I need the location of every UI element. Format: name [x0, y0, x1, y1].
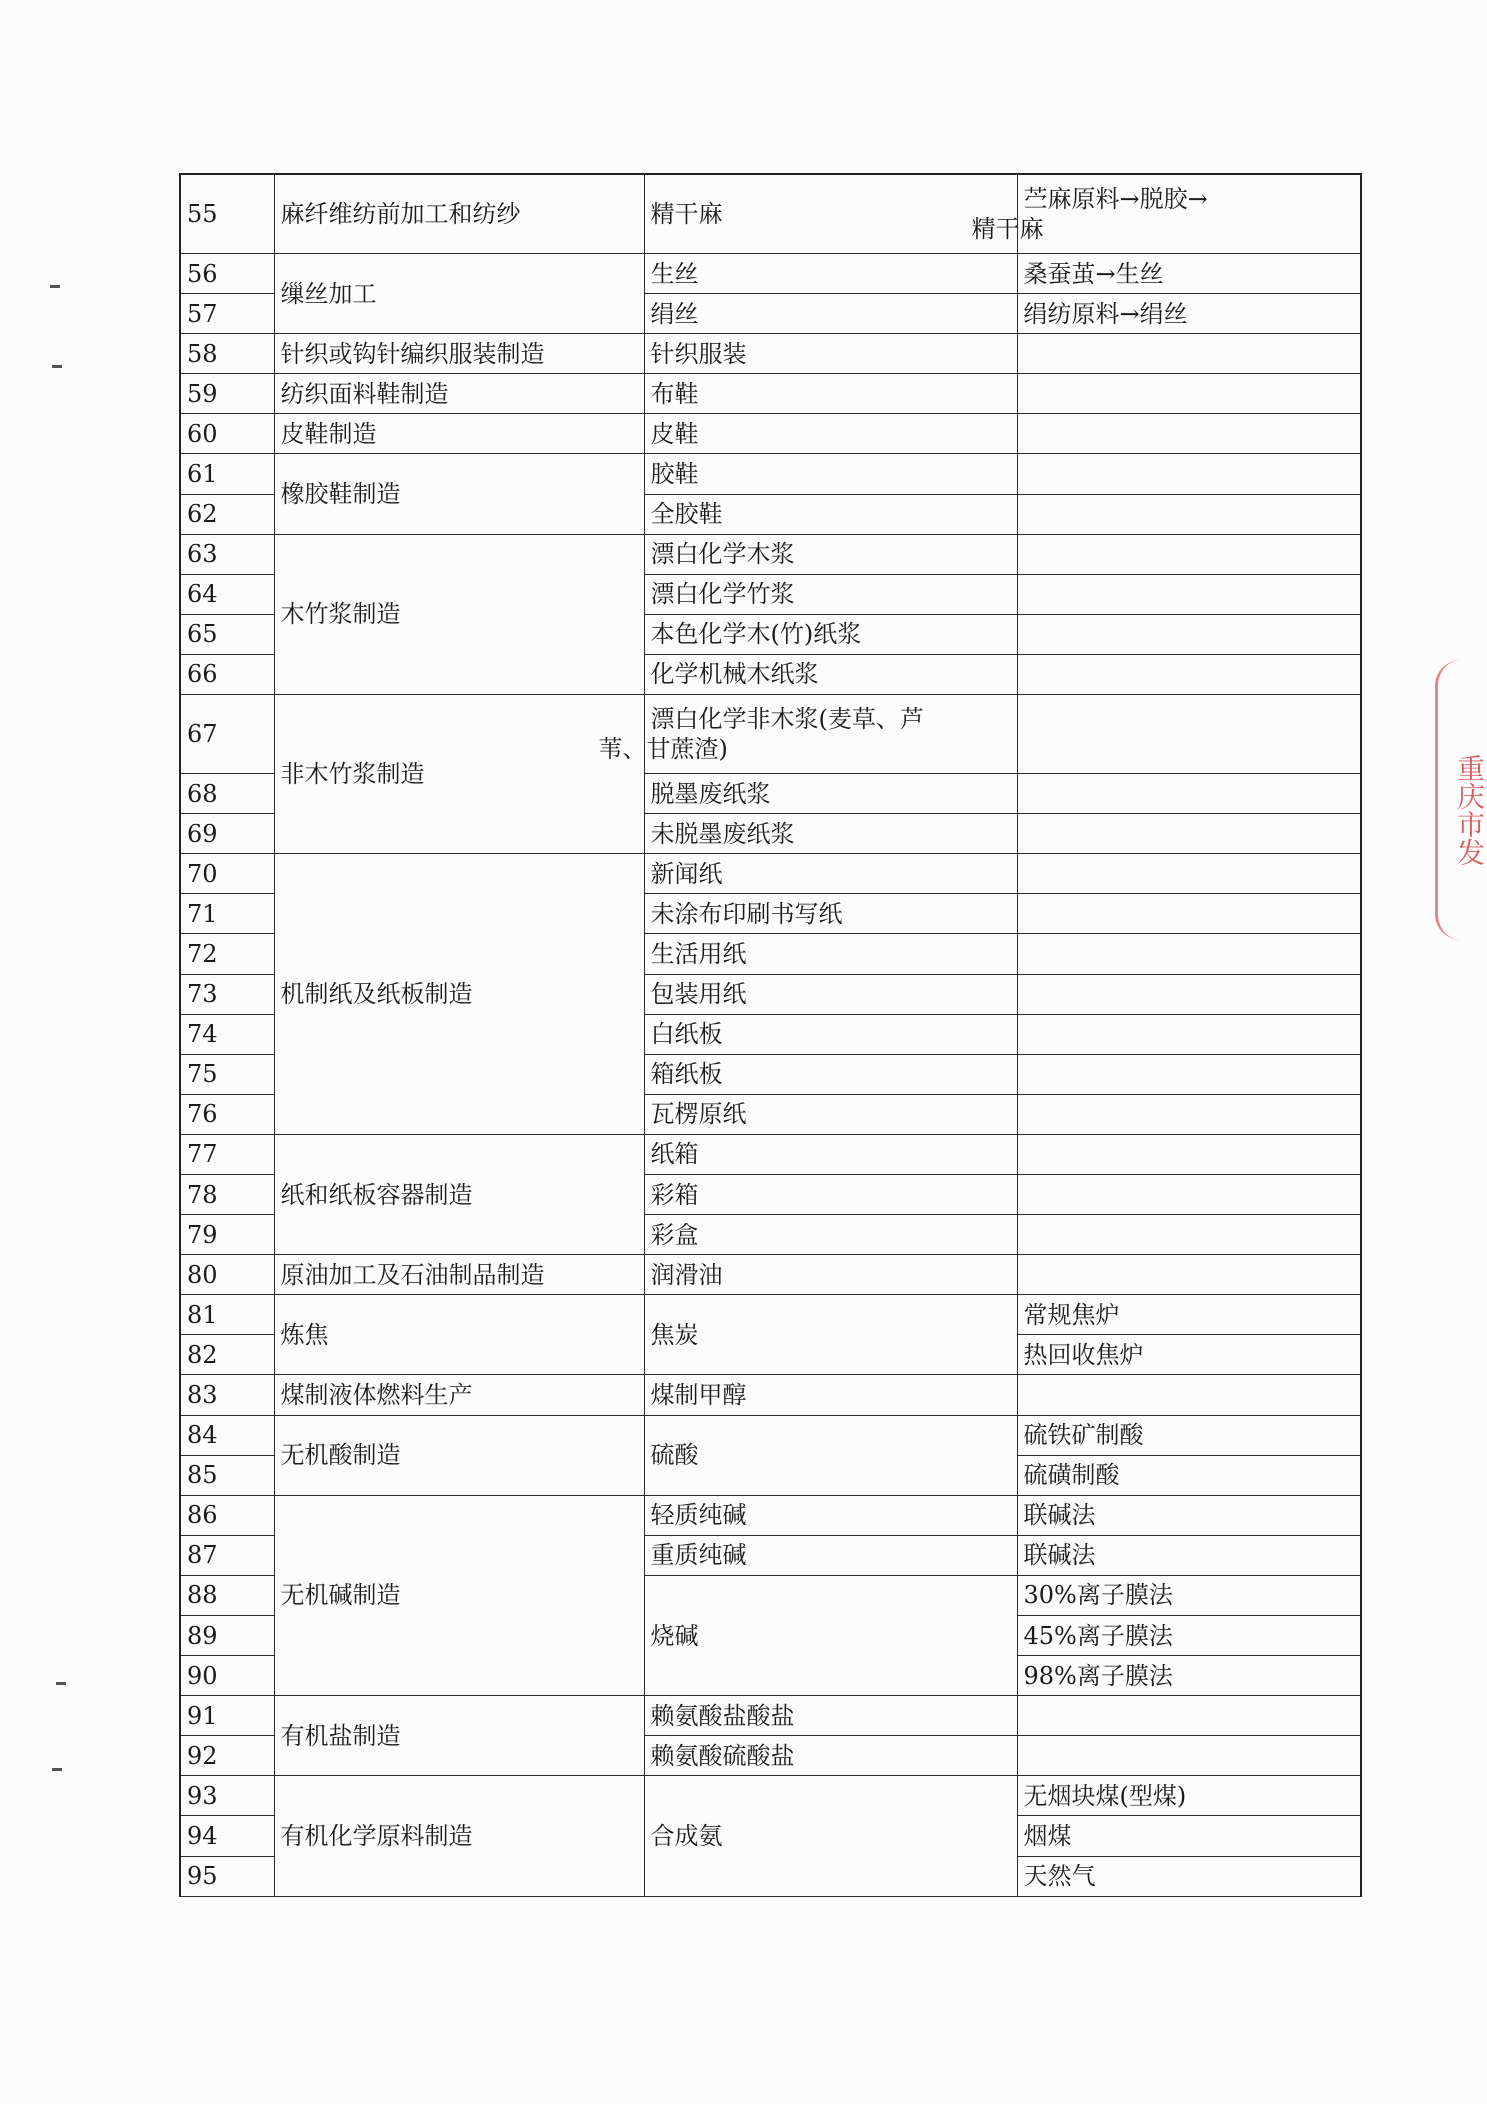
row-number: 78	[180, 1174, 274, 1214]
product-line: 苇、甘蔗渣)	[598, 735, 728, 764]
table-row	[180, 1415, 1361, 1455]
product-cell: 瓦楞原纸	[644, 1094, 1017, 1134]
process-cell: 联碱法	[1017, 1535, 1361, 1575]
table-row	[180, 854, 1361, 894]
industry-cell: 橡胶鞋制造	[274, 454, 644, 534]
industry-cell: 缫丝加工	[274, 254, 644, 334]
process-cell	[1017, 1736, 1361, 1776]
process-cell: 98%离子膜法	[1017, 1656, 1361, 1696]
process-cell	[1017, 974, 1361, 1014]
scan-mark	[52, 1768, 62, 1771]
product-cell: 未涂布印刷书写纸	[644, 894, 1017, 934]
product-cell: 轻质纯碱	[644, 1495, 1017, 1535]
row-number: 58	[180, 334, 274, 374]
table-row	[180, 334, 1361, 374]
scan-mark	[52, 365, 62, 368]
product-cell: 焦炭	[644, 1295, 1017, 1375]
product-cell: 润滑油	[644, 1255, 1017, 1295]
process-cell	[1017, 1696, 1361, 1736]
row-number: 68	[180, 774, 274, 814]
row-number: 64	[180, 574, 274, 614]
process-cell	[1017, 695, 1361, 774]
product-cell: 针织服装	[644, 334, 1017, 374]
table-row	[180, 695, 1361, 774]
industry-cell: 纸和纸板容器制造	[274, 1134, 644, 1254]
row-number: 73	[180, 974, 274, 1014]
row-number: 63	[180, 534, 274, 574]
process-cell	[1017, 334, 1361, 374]
process-cell	[1017, 454, 1361, 494]
row-number: 84	[180, 1415, 274, 1455]
process-cell	[1017, 654, 1361, 694]
row-number: 69	[180, 814, 274, 854]
product-cell: 本色化学木(竹)纸浆	[644, 614, 1017, 654]
process-cell: 天然气	[1017, 1856, 1361, 1896]
table-row	[180, 1295, 1361, 1335]
industry-cell: 煤制液体燃料生产	[274, 1375, 644, 1415]
row-number: 92	[180, 1736, 274, 1776]
row-number: 74	[180, 1014, 274, 1054]
row-number: 81	[180, 1295, 274, 1335]
row-number: 94	[180, 1816, 274, 1856]
product-cell: 包装用纸	[644, 974, 1017, 1014]
table-row	[180, 414, 1361, 454]
product-cell: 箱纸板	[644, 1054, 1017, 1094]
product-cell: 生活用纸	[644, 934, 1017, 974]
process-cell: 热回收焦炉	[1017, 1335, 1361, 1375]
product-cell: 脱墨废纸浆	[644, 774, 1017, 814]
product-cell: 胶鞋	[644, 454, 1017, 494]
process-cell: 硫铁矿制酸	[1017, 1415, 1361, 1455]
product-cell: 硫酸	[644, 1415, 1017, 1495]
process-cell	[1017, 1375, 1361, 1415]
scan-mark	[50, 285, 60, 288]
table-row	[180, 254, 1361, 294]
process-cell	[1017, 1014, 1361, 1054]
table-row	[180, 1134, 1361, 1174]
industry-cell: 麻纤维纺前加工和纺纱	[274, 174, 644, 254]
row-number: 72	[180, 934, 274, 974]
product-cell: 漂白化学竹浆	[644, 574, 1017, 614]
industry-cell: 针织或钩针编织服装制造	[274, 334, 644, 374]
process-cell: 45%离子膜法	[1017, 1616, 1361, 1656]
table-row	[180, 534, 1361, 574]
industry-cell: 纺织面料鞋制造	[274, 374, 644, 414]
process-cell: 30%离子膜法	[1017, 1575, 1361, 1615]
table-row	[180, 1696, 1361, 1736]
product-cell: 化学机械木纸浆	[644, 654, 1017, 694]
product-cell: 赖氨酸硫酸盐	[644, 1736, 1017, 1776]
product-cell: 重质纯碱	[644, 1535, 1017, 1575]
row-number: 83	[180, 1375, 274, 1415]
row-number: 65	[180, 614, 274, 654]
row-number: 70	[180, 854, 274, 894]
industry-cell: 皮鞋制造	[274, 414, 644, 454]
process-cell: 桑蚕茧→生丝	[1017, 254, 1361, 294]
row-number: 93	[180, 1776, 274, 1816]
process-cell	[1017, 934, 1361, 974]
row-number: 55	[180, 174, 274, 254]
product-cell: 白纸板	[644, 1014, 1017, 1054]
process-cell: 烟煤	[1017, 1816, 1361, 1856]
table-row	[180, 454, 1361, 494]
official-seal-stamp: 重庆市发	[1435, 660, 1487, 940]
process-cell	[1017, 494, 1361, 534]
process-cell	[971, 174, 1361, 254]
row-number: 60	[180, 414, 274, 454]
row-number: 79	[180, 1215, 274, 1255]
process-cell	[1017, 534, 1361, 574]
process-cell	[1017, 1215, 1361, 1255]
product-cell: 皮鞋	[644, 414, 1017, 454]
process-cell: 绢纺原料→绢丝	[1017, 294, 1361, 334]
row-number: 86	[180, 1495, 274, 1535]
process-cell	[1017, 414, 1361, 454]
industry-cell: 原油加工及石油制品制造	[274, 1255, 644, 1295]
row-number: 87	[180, 1535, 274, 1575]
row-number: 66	[180, 654, 274, 694]
row-number: 90	[180, 1656, 274, 1696]
product-cell: 彩盒	[644, 1215, 1017, 1255]
process-cell	[1017, 1094, 1361, 1134]
process-line: 苎麻原料→脱胶→	[1023, 185, 1208, 213]
table-row	[180, 1255, 1361, 1295]
row-number: 76	[180, 1094, 274, 1134]
product-cell: 未脱墨废纸浆	[644, 814, 1017, 854]
row-number: 59	[180, 374, 274, 414]
row-number: 62	[180, 494, 274, 534]
row-number: 56	[180, 254, 274, 294]
process-cell	[1017, 614, 1361, 654]
process-cell	[1017, 374, 1361, 414]
row-number: 67	[180, 695, 274, 774]
product-cell: 彩箱	[644, 1174, 1017, 1214]
process-cell	[1017, 1174, 1361, 1214]
process-cell	[1017, 894, 1361, 934]
product-cell: 漂白化学木浆	[644, 534, 1017, 574]
product-cell: 绢丝	[644, 294, 1017, 334]
process-cell	[1017, 1054, 1361, 1094]
table-row	[180, 174, 1361, 254]
row-number: 71	[180, 894, 274, 934]
row-number: 89	[180, 1616, 274, 1656]
industry-cell: 非木竹浆制造	[274, 695, 644, 854]
product-cell	[598, 695, 1017, 774]
industry-cell: 有机化学原料制造	[274, 1776, 644, 1896]
process-cell	[1017, 774, 1361, 814]
product-cell: 赖氨酸盐酸盐	[644, 1696, 1017, 1736]
row-number: 77	[180, 1134, 274, 1174]
process-cell	[1017, 1134, 1361, 1174]
process-cell: 常规焦炉	[1017, 1295, 1361, 1335]
industry-cell: 有机盐制造	[274, 1696, 644, 1776]
product-cell: 纸箱	[644, 1134, 1017, 1174]
product-cell: 布鞋	[644, 374, 1017, 414]
industry-cell: 无机碱制造	[274, 1495, 644, 1695]
industry-cell: 机制纸及纸板制造	[274, 854, 644, 1135]
row-number: 88	[180, 1575, 274, 1615]
table-row	[180, 1375, 1361, 1415]
process-cell	[1017, 814, 1361, 854]
row-number: 82	[180, 1335, 274, 1375]
process-cell: 硫磺制酸	[1017, 1455, 1361, 1495]
product-cell: 煤制甲醇	[644, 1375, 1017, 1415]
process-cell	[1017, 574, 1361, 614]
row-number: 95	[180, 1856, 274, 1896]
product-line: 漂白化学非木浆(麦草、芦	[650, 705, 924, 734]
product-cell: 全胶鞋	[644, 494, 1017, 534]
product-cell: 合成氨	[644, 1776, 1017, 1896]
process-cell	[1017, 1255, 1361, 1295]
table-row	[180, 1495, 1361, 1535]
row-number: 61	[180, 454, 274, 494]
row-number: 75	[180, 1054, 274, 1094]
product-cell: 新闻纸	[644, 854, 1017, 894]
product-cell: 精干麻	[644, 174, 1017, 254]
process-line: 精干麻	[971, 215, 1044, 243]
industry-cell: 炼焦	[274, 1295, 644, 1375]
row-number: 57	[180, 294, 274, 334]
process-cell: 无烟块煤(型煤)	[1017, 1776, 1361, 1816]
product-cell: 生丝	[644, 254, 1017, 294]
table-row	[180, 1776, 1361, 1816]
industry-cell: 无机酸制造	[274, 1415, 644, 1495]
product-table	[179, 173, 1362, 1897]
process-cell	[1017, 854, 1361, 894]
table-row	[180, 374, 1361, 414]
product-cell: 烧碱	[644, 1575, 1017, 1695]
row-number: 91	[180, 1696, 274, 1736]
scan-mark	[56, 1682, 66, 1685]
row-number: 85	[180, 1455, 274, 1495]
process-cell: 联碱法	[1017, 1495, 1361, 1535]
industry-cell: 木竹浆制造	[274, 534, 644, 694]
row-number: 80	[180, 1255, 274, 1295]
